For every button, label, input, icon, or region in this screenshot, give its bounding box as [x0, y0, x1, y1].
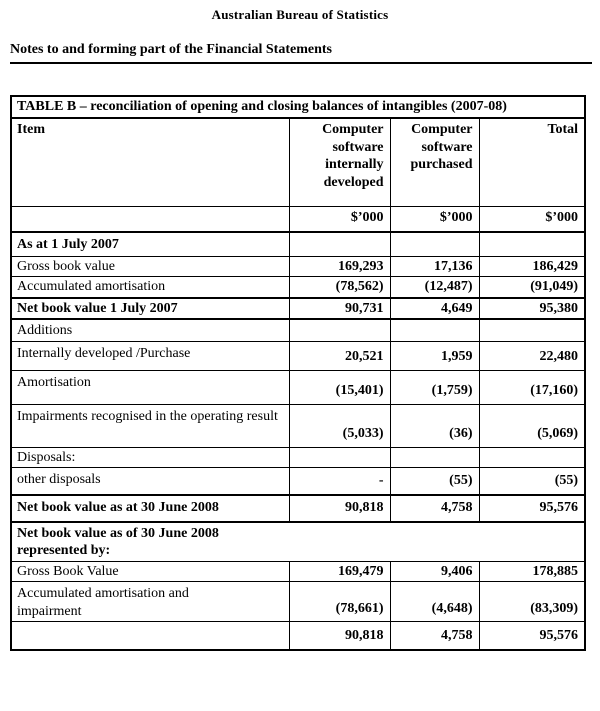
value-developed: 90,818 [289, 495, 390, 522]
row-internally-developed-purchase [11, 341, 585, 370]
value-total: 186,429 [479, 256, 585, 277]
value-total: 178,885 [479, 561, 585, 582]
column-header-item: Item [11, 118, 289, 206]
row-label: Amortisation [11, 370, 289, 404]
row-label: Gross book value [11, 256, 289, 277]
value-developed: (78,562) [289, 277, 390, 298]
row-label: Net book value 1 July 2007 [11, 298, 289, 320]
row-label: Net book value as at 30 June 2008 [11, 495, 289, 522]
units-row [11, 206, 585, 232]
value-total [479, 232, 585, 256]
value-developed: 169,479 [289, 561, 390, 582]
row-other-disposals [11, 468, 585, 495]
value-purchased: 1,959 [390, 341, 479, 370]
value-developed: 20,521 [289, 341, 390, 370]
value-developed [289, 447, 390, 468]
value-total: 22,480 [479, 341, 585, 370]
value-developed: 169,293 [289, 256, 390, 277]
value-purchased: (1,759) [390, 370, 479, 404]
row-disposals [11, 447, 585, 468]
value-purchased [390, 319, 479, 341]
value-total: (83,309) [479, 582, 585, 622]
value-developed: - [289, 468, 390, 495]
row-label: Disposals: [11, 447, 289, 468]
units-developed: $’000 [289, 206, 390, 232]
table-title-row [11, 96, 585, 118]
row-label: As at 1 July 2007 [11, 232, 289, 256]
row-label: Accumulated amortisation [11, 277, 289, 298]
represented-by-line1: Net book value as of 30 June 2008 [17, 525, 219, 541]
row-label: other disposals [11, 468, 289, 495]
value-total [479, 447, 585, 468]
value-purchased: 4,758 [390, 622, 479, 650]
row-label [11, 622, 289, 650]
row-label: Additions [11, 319, 289, 341]
value-developed: 90,818 [289, 622, 390, 650]
value-purchased: (12,487) [390, 277, 479, 298]
represented-by-label [11, 522, 585, 562]
row-net-book-value-30-june-2008 [11, 495, 585, 522]
row-gross-book-value-closing [11, 561, 585, 582]
value-developed: (5,033) [289, 404, 390, 447]
value-developed: (78,661) [289, 582, 390, 622]
row-additions [11, 319, 585, 341]
row-amortisation [11, 370, 585, 404]
column-header-purchased: Computer software purchased [390, 118, 479, 206]
value-developed: (15,401) [289, 370, 390, 404]
column-header-row [11, 118, 585, 206]
row-label: Gross Book Value [11, 561, 289, 582]
row-net-book-value-1-july-2007 [11, 298, 585, 320]
row-gross-book-value [11, 256, 585, 277]
units-blank [11, 206, 289, 232]
units-total: $’000 [479, 206, 585, 232]
value-total: (5,069) [479, 404, 585, 447]
page-title: Australian Bureau of Statistics [211, 7, 389, 22]
column-header-developed: Computer software internally developed [289, 118, 390, 206]
units-purchased: $’000 [390, 206, 479, 232]
row-as-at-1-july-2007 [11, 232, 585, 256]
value-total: (91,049) [479, 277, 585, 298]
row-accumulated-amortisation-impairment [11, 582, 585, 622]
value-total: 95,380 [479, 298, 585, 320]
row-impairments-operating-result [11, 404, 585, 447]
value-developed [289, 319, 390, 341]
value-total: (17,160) [479, 370, 585, 404]
value-purchased: 4,758 [390, 495, 479, 522]
value-purchased: (36) [390, 404, 479, 447]
value-total [479, 319, 585, 341]
row-label-text: Accumulated amortisation and impairment [17, 586, 189, 619]
value-purchased: (55) [390, 468, 479, 495]
row-represented-by-header [11, 522, 585, 562]
value-purchased [390, 447, 479, 468]
row-closing-totals [11, 622, 585, 650]
intangibles-table [10, 95, 586, 651]
column-header-total: Total [479, 118, 585, 206]
value-purchased [390, 232, 479, 256]
value-developed: 90,731 [289, 298, 390, 320]
value-purchased: 9,406 [390, 561, 479, 582]
value-purchased: (4,648) [390, 582, 479, 622]
value-total: (55) [479, 468, 585, 495]
row-label [11, 582, 289, 622]
row-accumulated-amortisation [11, 277, 585, 298]
represented-by-line2: represented by: [17, 543, 111, 558]
value-purchased: 17,136 [390, 256, 479, 277]
value-total: 95,576 [479, 495, 585, 522]
row-label: Internally developed /Purchase [11, 341, 289, 370]
value-purchased: 4,649 [390, 298, 479, 320]
row-label: Impairments recognised in the operating result [11, 404, 289, 447]
value-total: 95,576 [479, 622, 585, 650]
notes-heading: Notes to and forming part of the Financial Statements [10, 42, 592, 64]
value-developed [289, 232, 390, 256]
table-title: TABLE B – reconciliation of opening and closing balances of intangibles (2007-08) [11, 96, 585, 118]
